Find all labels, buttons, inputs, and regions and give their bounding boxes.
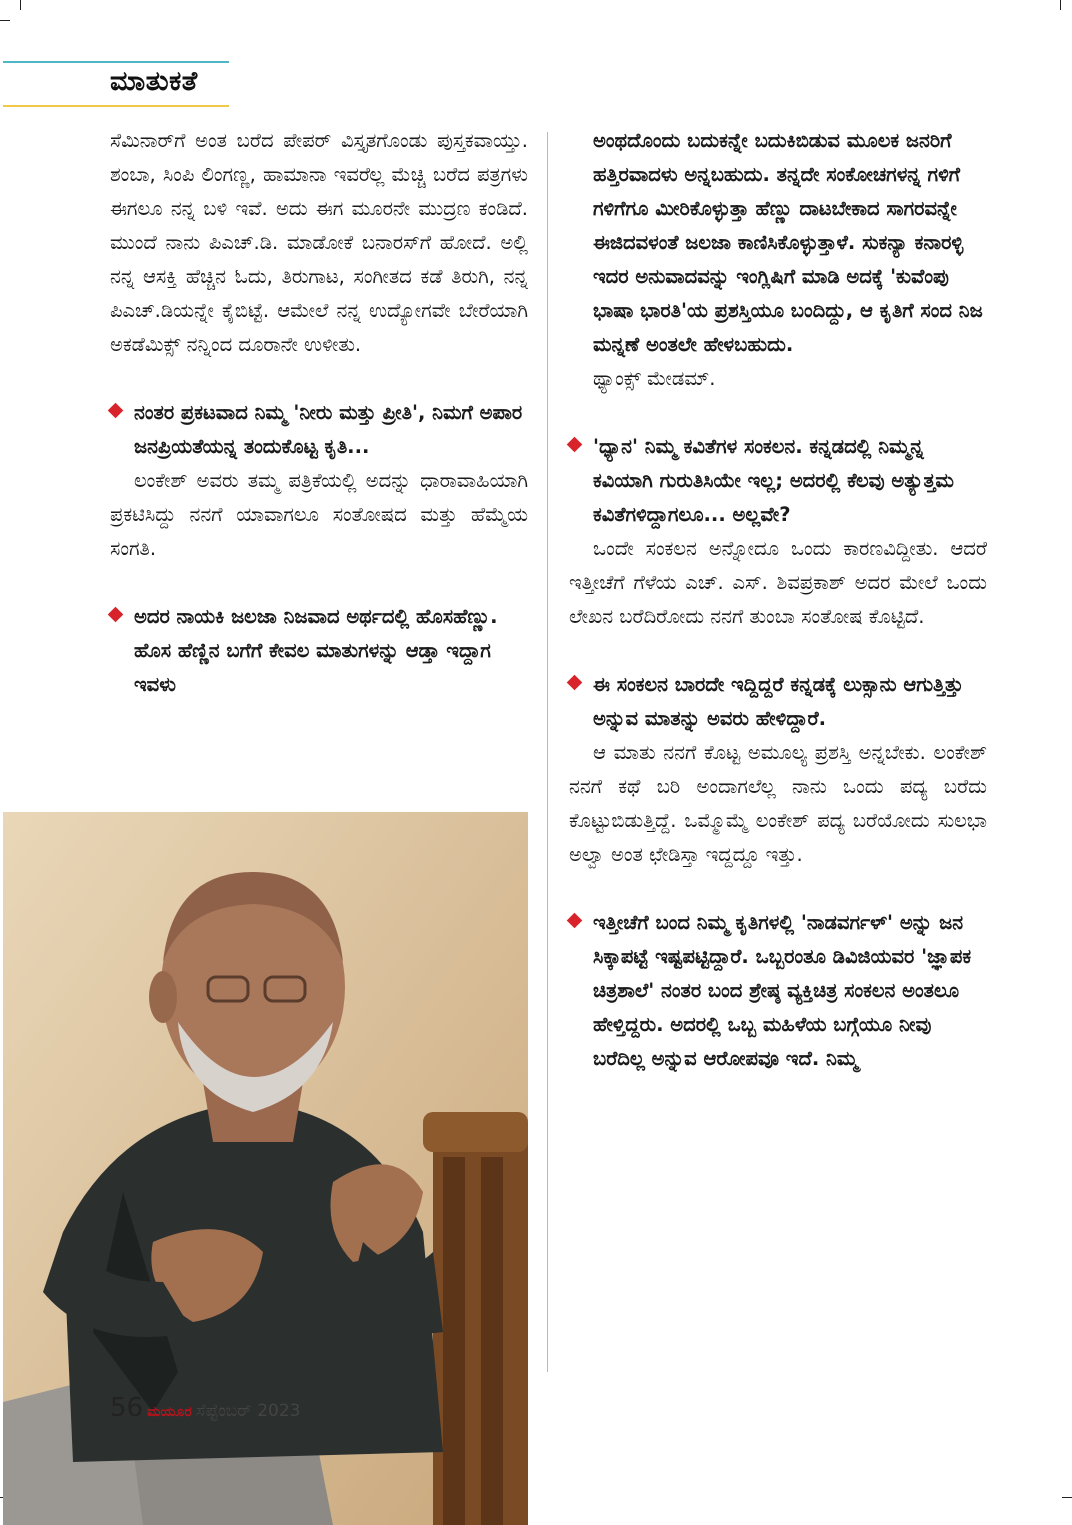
column-divider xyxy=(547,132,548,1372)
question-text: ಅಂಥದೊಂದು ಬದುಕನ್ನೇ ಬದುಕಿಬಿಡುವ ಮೂಲಕ ಜನರಿಗೆ ಹತ್ತಿರವಾದಳು ಅನ್ನಬಹುದು. ತನ್ನದೇ ಸಂಕೋಚಗಳನ್ನ ಗಳಿಗೆ ಗಳಿಗೆಗೂ ಮೀರಿಕೊಳ್ಳುತ್ತಾ ಹೆಣ್ಣು ದಾಟಬೇಕಾದ ಸಾಗರವನ್ನೇ ಈಜಿದವಳಂತೆ ಜಲಜಾ ಕಾಣಿಸಿಕೊಳ್ಳುತ್ತಾಳೆ. ಸುಕನ್ಯಾ ಕನಾರಳ್ಳಿ ಇದರ ಅನುವಾದವನ್ನು ಇಂಗ್ಲಿಷಿಗೆ ಮಾಡಿ ಅದಕ್ಕೆ 'ಕುವೆಂಪು ಭಾಷಾ ಭಾರತಿ'ಯ ಪ್ರಶಸ್ತಿಯೂ ಬಂದಿದ್ದು, ಆ ಕೃತಿಗೆ ಸಂದ ನಿಜ ಮನ್ನಣೆ ಅಂತಲೇ ಹೇಳಬಹುದು. xyxy=(593,129,983,356)
section-title: ಮಾತುಕತೆ xyxy=(110,66,198,97)
right-column xyxy=(569,124,987,1076)
question-1 xyxy=(110,396,528,464)
question-text: ನಂತರ ಪ್ರಕಟವಾದ ನಿಮ್ಮ 'ನೀರು ಮತ್ತು ಪ್ರೀತಿ', ನಿಮಗೆ ಅಪಾರ ಜನಪ್ರಿಯತೆಯನ್ನ ತಂದುಕೊಟ್ಟ ಕೃತಿ... xyxy=(134,401,523,458)
diamond-bullet-icon xyxy=(108,607,124,623)
issue-month: ಸೆಪ್ಟೆಂಬರ್ 2023 xyxy=(195,1401,301,1421)
question-text: ಅದರ ನಾಯಕಿ ಜಲಜಾ ನಿಜವಾದ ಅರ್ಥದಲ್ಲಿ ಹೊಸಹೆಣ್ಣು. ಹೊಸ ಹೆಣ್ಣಿನ ಬಗೆಗೆ ಕೇವಲ ಮಾತುಗಳನ್ನು ಆಡ್ತಾ ಇದ್ದಾಗ ಇವಳು xyxy=(134,605,498,696)
answer-1: ಲಂಕೇಶ್ ಅವರು ತಮ್ಮ ಪತ್ರಿಕೆಯಲ್ಲಿ ಅದನ್ನು ಧಾರಾವಾಹಿಯಾಗಿ ಪ್ರಕಟಿಸಿದ್ದು ನನಗೆ ಯಾವಾಗಲೂ ಸಂತೋಷದ ಮತ್ತು ಹೆಮ್ಮೆಯ ಸಂಗತಿ. xyxy=(110,469,528,560)
header-top-rule xyxy=(3,61,229,63)
question-text: 'ಧ್ಯಾನ' ನಿಮ್ಮ ಕವಿತೆಗಳ ಸಂಕಲನ. ಕನ್ನಡದಲ್ಲಿ ನಿಮ್ಮನ್ನ ಕವಿಯಾಗಿ ಗುರುತಿಸಿಯೇ ಇಲ್ಲ; ಅದರಲ್ಲಿ ಕೆಲವು ಅತ್ಯುತ್ತಮ ಕವಿತೆಗಳಿದ್ದಾಗಲೂ... ಅಲ್ಲವೇ? xyxy=(593,435,954,526)
crop-mark xyxy=(0,20,10,21)
intro-paragraph: ಸೆಮಿನಾರ್‌ಗೆ ಅಂತ ಬರೆದ ಪೇಪರ್ ವಿಸ್ತೃತಗೊಂಡು ಪುಸ್ತಕವಾಯ್ತು. ಶಂಬಾ, ಸಿಂಪಿ ಲಿಂಗಣ್ಣ, ಹಾಮಾನಾ ಇವರೆಲ್ಲ ಮೆಚ್ಚಿ ಬರೆದ ಪತ್ರಗಳು ಈಗಲೂ ನನ್ನ ಬಳಿ ಇವೆ. ಅದು ಈಗ ಮೂರನೇ ಮುದ್ರಣ ಕಂಡಿದೆ. ಮುಂದೆ ನಾನು ಪಿಎಚ್.ಡಿ. ಮಾಡೋಕೆ ಬನಾರಸ್‌ಗೆ ಹೋದೆ. ಅಲ್ಲಿ ನನ್ನ ಆಸಕ್ತಿ ಹೆಚ್ಚಿನ ಓದು, ತಿರುಗಾಟ, ಸಂಗೀತದ ಕಡೆ ತಿರುಗಿ, ನನ್ನ ಪಿಎಚ್.ಡಿಯನ್ನೇ ಕೈಬಿಟ್ಟೆ. ಆಮೇಲೆ ನನ್ನ ಉದ್ಯೋಗವೇ ಬೇರೆಯಾಗಿ ಅಕಡೆಮಿಕ್ಸ್ ನನ್ನಿಂದ ದೂರಾನೇ ಉಳೀತು. xyxy=(110,129,528,356)
crop-mark xyxy=(1060,0,1061,10)
header-bottom-rule xyxy=(3,105,229,107)
diamond-bullet-icon xyxy=(108,403,124,419)
crop-mark xyxy=(1062,1497,1072,1498)
question-5 xyxy=(569,906,987,1076)
left-column xyxy=(110,124,528,702)
magazine-name: ಮಯೂರ xyxy=(147,1404,192,1420)
diamond-bullet-icon xyxy=(567,913,583,929)
question-text: ಇತ್ತೀಚೆಗೆ ಬಂದ ನಿಮ್ಮ ಕೃತಿಗಳಲ್ಲಿ 'ನಾಡವರ್ಗಳ್' ಅನ್ನು ಜನ ಸಿಕ್ಕಾಪಟ್ಟೆ ಇಷ್ಟಪಟ್ಟಿದ್ದಾರೆ. ಒಬ್ಬರಂತೂ ಡಿವಿಜಿಯವರ 'ಜ್ಞಾಪಕ ಚಿತ್ರಶಾಲೆ' ನಂತರ ಬಂದ ಶ್ರೇಷ್ಠ ವ್ಯಕ್ತಿಚಿತ್ರ ಸಂಕಲನ ಅಂತಲೂ ಹೇಳ್ತಿದ್ದರು. ಅದರಲ್ಲಿ ಒಬ್ಬ ಮಹಿಳೆಯ ಬಗ್ಗೆಯೂ ನೀವು ಬರೆದಿಲ್ಲ ಅನ್ನುವ ಆರೋಪವೂ ಇದೆ. ನಿಮ್ಮ xyxy=(593,911,972,1070)
diamond-bullet-icon xyxy=(567,675,583,691)
answer-4: ಆ ಮಾತು ನನಗೆ ಕೊಟ್ಟ ಅಮೂಲ್ಯ ಪ್ರಶಸ್ತಿ ಅನ್ನಬೇಕು. ಲಂಕೇಶ್ ನನಗೆ ಕಥೆ ಬರಿ ಅಂದಾಗಲೆಲ್ಲ ನಾನು ಒಂದು ಪದ್ಯ ಬರೆದು ಕೊಟ್ಟುಬಿಡುತ್ತಿದ್ದೆ. ಒಮ್ಮೊಮ್ಮೆ ಲಂಕೇಶ್ ಪದ್ಯ ಬರೆಯೋದು ಸುಲಭಾ ಅಲ್ವಾ ಅಂತ ಛೇಡಿಸ್ತಾ ಇದ್ದದ್ದೂ ಇತ್ತು. xyxy=(569,741,987,866)
page-footer xyxy=(110,1393,300,1423)
question-2-continued xyxy=(569,124,987,362)
question-2 xyxy=(110,600,528,702)
question-text: ಈ ಸಂಕಲನ ಬಾರದೇ ಇದ್ದಿದ್ದರೆ ಕನ್ನಡಕ್ಕೆ ಲುಕ್ಸಾನು ಆಗುತ್ತಿತ್ತು ಅನ್ನುವ ಮಾತನ್ನು ಅವರು ಹೇಳಿದ್ದಾರೆ. xyxy=(593,673,964,730)
question-4 xyxy=(569,668,987,736)
thanks-line: ಥ್ಯಾಂಕ್ಸ್ ಮೇಡಮ್. xyxy=(593,367,716,390)
crop-mark xyxy=(20,0,21,10)
answer-3: ಒಂದೇ ಸಂಕಲನ ಅನ್ನೋದೂ ಒಂದು ಕಾರಣವಿದ್ದೀತು. ಆದರೆ ಇತ್ತೀಚೆಗೆ ಗೆಳೆಯ ಎಚ್. ಎಸ್. ಶಿವಪ್ರಕಾಶ್ ಅದರ ಮೇಲೆ ಒಂದು ಲೇಖನ ಬರೆದಿರೋದು ನನಗೆ ತುಂಬಾ ಸಂತೋಷ ಕೊಟ್ಟಿದೆ. xyxy=(569,537,987,628)
page-number: 56 xyxy=(110,1393,144,1423)
diamond-bullet-icon xyxy=(567,437,583,453)
question-3 xyxy=(569,430,987,532)
